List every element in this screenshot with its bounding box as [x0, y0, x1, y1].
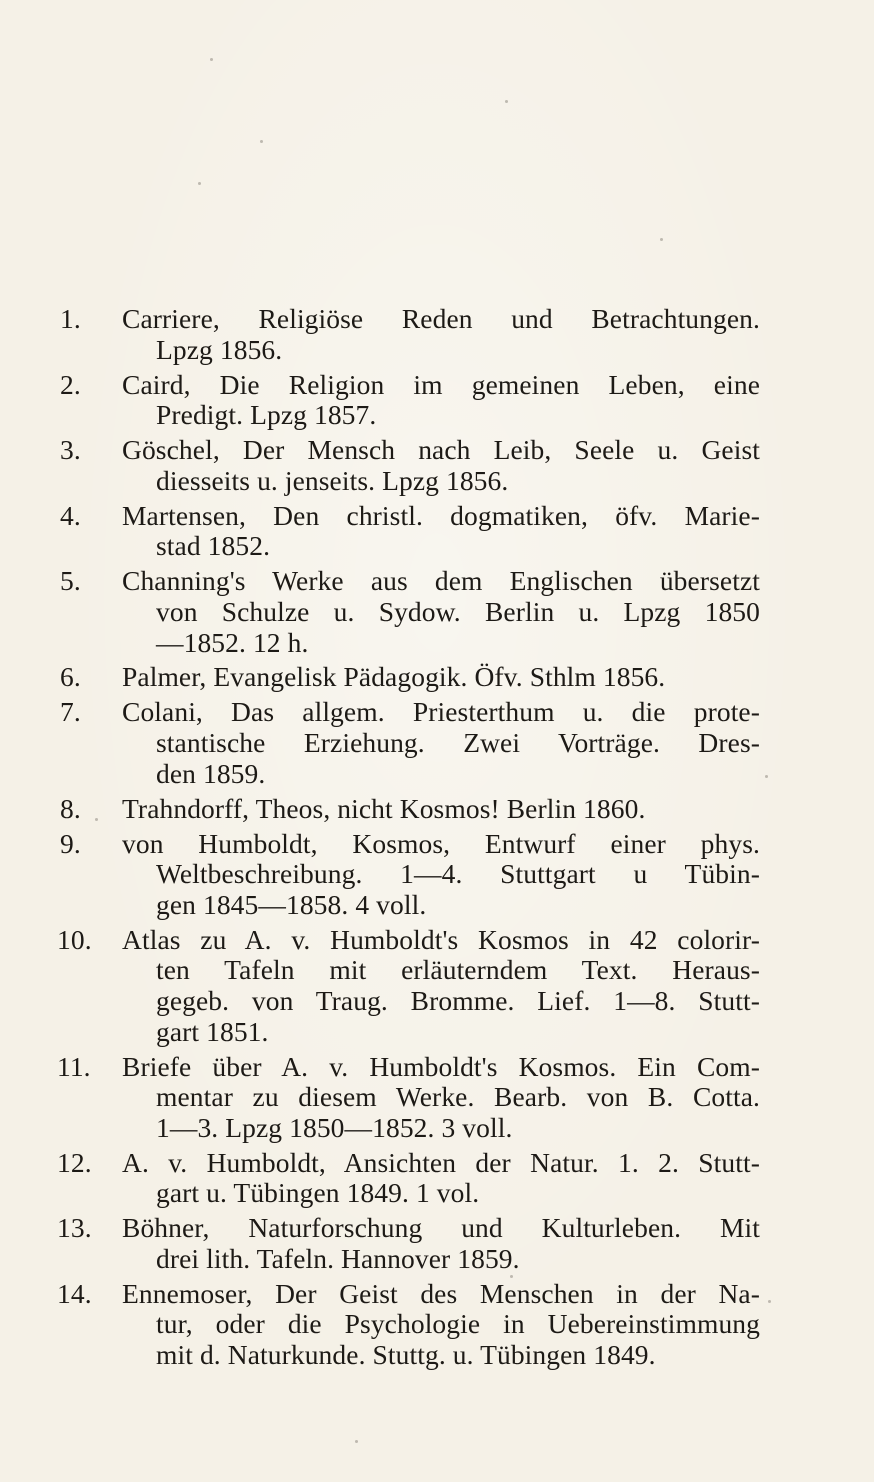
entry-continuation-line: stantische Erziehung. Zwei Vorträge. Dres-: [156, 727, 760, 759]
entry-continuation-line: gart u. Tübingen 1849. 1 vol.: [156, 1177, 480, 1209]
entry-number: 14.: [57, 1277, 92, 1309]
entry-continuation-line: von Schulze u. Sydow. Berlin u. Lpzg 1850: [156, 595, 760, 627]
entry-continuation-line: Lpzg 1856.: [156, 333, 283, 365]
entry-number: 10.: [57, 923, 92, 955]
entry-number: 13.: [57, 1212, 92, 1244]
entry-continuation-line: den 1859.: [156, 757, 266, 789]
entry-continuation-line: —1852. 12 h.: [156, 626, 309, 658]
entry-continuation-line: gart 1851.: [156, 1015, 269, 1047]
entry-first-line: Carriere, Religiöse Reden und Betrachtungen.: [122, 303, 760, 334]
entry-first-line: Ennemoser, Der Geist des Menschen in der Na-: [122, 1277, 760, 1309]
bibliography-entry: [60, 566, 760, 658]
bibliography-entry: [57, 1212, 760, 1274]
bibliography-entry: [60, 794, 760, 825]
paper-speck: [198, 182, 201, 185]
bibliography-entry: [57, 1146, 760, 1209]
entry-first-line: A. v. Humboldt, Ansichten der Natur. 1. 2. Stutt-: [122, 1146, 760, 1178]
paper-speck: [765, 775, 768, 778]
entry-number: 1.: [60, 303, 81, 334]
entry-continuation-line: ten Tafeln mit erläuterndem Text. Heraus-: [156, 954, 760, 986]
bibliography-entry: [60, 829, 760, 921]
bibliography-entry: [60, 662, 760, 693]
paper-speck: [768, 1300, 771, 1303]
bibliography-entry: [60, 370, 760, 431]
paper-speck: [210, 58, 213, 61]
bibliography-entry: [57, 923, 760, 1047]
entry-continuation-line: gegeb. von Traug. Bromme. Lief. 1—8. Stutt-: [156, 984, 760, 1016]
bibliography-entry: [60, 435, 760, 496]
bibliography-entry: [60, 304, 760, 365]
paper-speck: [505, 100, 508, 103]
entry-number: 4.: [60, 499, 81, 531]
bibliography-list: [57, 303, 760, 1375]
paper-speck: [355, 1440, 358, 1443]
entry-number: 5.: [60, 565, 81, 597]
entry-number: 3.: [60, 434, 81, 466]
entry-continuation-line: mit d. Naturkunde. Stuttg. u. Tübingen 1849.: [156, 1339, 656, 1371]
entry-number: 11.: [57, 1050, 91, 1082]
entry-number: 12.: [57, 1146, 92, 1178]
entry-continuation-line: Predigt. Lpzg 1857.: [156, 399, 377, 431]
entry-number: 6.: [60, 661, 81, 693]
paper-speck: [260, 140, 263, 143]
entry-first-line: Channing's Werke aus dem Englischen übersetzt: [122, 565, 760, 597]
entry-first-line: Trahndorff, Theos, nicht Kosmos! Berlin 1860.: [122, 792, 646, 824]
entry-number: 2.: [60, 368, 81, 400]
entry-first-line: Colani, Das allgem. Priesterthum u. die prote-: [122, 696, 760, 728]
bibliography-entry: [57, 1277, 760, 1371]
paper-speck: [660, 238, 663, 241]
bibliography-entry: [60, 697, 760, 789]
entry-continuation-line: Weltbeschreibung. 1—4. Stuttgart u Tübin-: [156, 858, 760, 890]
entry-continuation-line: stad 1852.: [156, 530, 271, 562]
entry-continuation-line: mentar zu diesem Werke. Bearb. von B. Cotta.: [156, 1081, 760, 1113]
entry-number: 9.: [60, 827, 81, 859]
entry-first-line: von Humboldt, Kosmos, Entwurf einer phys.: [122, 827, 760, 859]
entry-first-line: Briefe über A. v. Humboldt's Kosmos. Ein Com-: [122, 1050, 760, 1082]
entry-continuation-line: tur, oder die Psychologie in Uebereinstimmung: [156, 1308, 760, 1340]
entry-number: 7.: [60, 696, 81, 728]
bibliography-entry: [60, 501, 760, 562]
entry-first-line: Caird, Die Religion im gemeinen Leben, eine: [122, 368, 760, 400]
entry-first-line: Böhner, Naturforschung und Kulturleben. Mit: [122, 1212, 760, 1244]
entry-first-line: Göschel, Der Mensch nach Leib, Seele u. Geist: [122, 434, 760, 466]
bibliography-entry: [57, 1050, 760, 1144]
entry-continuation-line: diesseits u. jenseits. Lpzg 1856.: [156, 464, 509, 496]
entry-continuation-line: gen 1845—1858. 4 voll.: [156, 888, 427, 920]
entry-first-line: Martensen, Den christl. dogmatiken, öfv. Marie-: [122, 499, 760, 531]
paper-speck: [95, 818, 98, 821]
entry-number: 8.: [60, 792, 81, 824]
entry-first-line: Palmer, Evangelisk Pädagogik. Öfv. Sthlm 1856.: [122, 661, 666, 693]
entry-continuation-line: drei lith. Tafeln. Hannover 1859.: [156, 1242, 520, 1274]
entry-first-line: Atlas zu A. v. Humboldt's Kosmos in 42 colorir-: [122, 923, 760, 955]
entry-continuation-line: 1—3. Lpzg 1850—1852. 3 voll.: [156, 1111, 513, 1143]
paper-speck: [510, 1275, 513, 1278]
